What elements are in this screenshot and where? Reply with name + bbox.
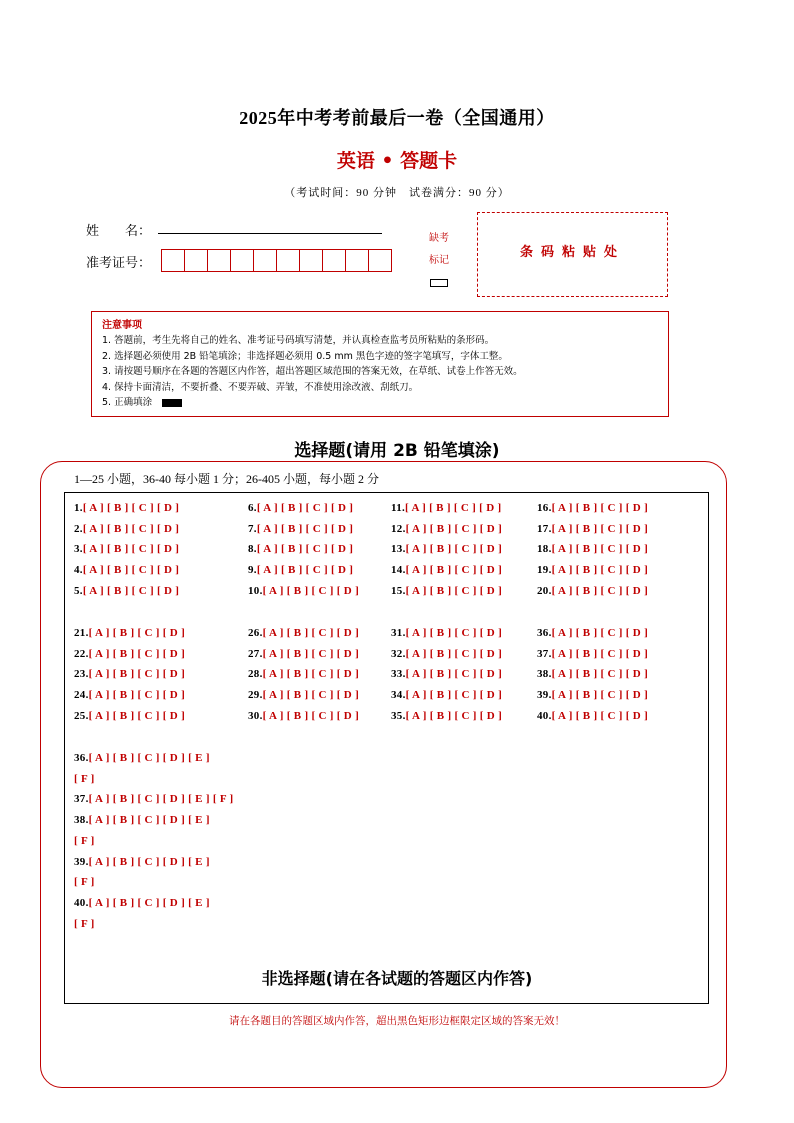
question-number: 38. xyxy=(74,814,89,827)
answer-options[interactable]: [ A ] [ B ] [ C ] [ D ] xyxy=(88,689,186,702)
question-number: 38. xyxy=(537,668,552,681)
absent-mark-box[interactable] xyxy=(430,279,448,287)
answer-options[interactable]: [ A ] [ B ] [ C ] [ D ] xyxy=(262,709,360,722)
answer-options[interactable]: [ A ] [ B ] [ C ] [ D ] xyxy=(262,668,360,681)
answer-options[interactable]: [ A ] [ B ] [ C ] [ D ] xyxy=(256,522,354,535)
id-digit-box[interactable] xyxy=(231,250,254,271)
question-number: 37. xyxy=(74,793,89,806)
id-label: 准考证号： xyxy=(86,256,152,271)
absent-label-line2: 标记 xyxy=(429,255,449,266)
question-number: 7. xyxy=(248,522,257,535)
question-row[interactable] xyxy=(74,585,179,597)
question-row[interactable] xyxy=(248,627,359,639)
question-row[interactable] xyxy=(74,627,185,639)
question-row[interactable] xyxy=(74,502,179,514)
answer-options[interactable]: [ A ] [ B ] [ C ] [ D ] xyxy=(262,647,360,660)
question-number: 14. xyxy=(391,564,406,577)
question-number: 28. xyxy=(248,668,263,681)
question-number: 30. xyxy=(248,709,263,722)
notice-item: 1. 答题前，考生先将自己的姓名、准考证号码填写清楚，并认真检查监考员所粘贴的条形码。 xyxy=(102,335,495,346)
question-row[interactable] xyxy=(248,564,353,576)
question-number: 20. xyxy=(537,584,552,597)
answer-options[interactable]: [ A ] [ B ] [ C ] [ D ] xyxy=(551,584,649,597)
answer-options[interactable]: [ A ] [ B ] [ C ] [ D ] xyxy=(405,522,503,535)
question-number: 3. xyxy=(74,543,83,556)
answer-area-warning: 请在各题目的答题区域内作答，超出黑色矩形边框限定区域的答案无效！ xyxy=(229,1015,565,1027)
question-row[interactable] xyxy=(537,523,648,535)
question-number: 37. xyxy=(537,647,552,660)
question-row[interactable] xyxy=(391,523,502,535)
question-number: 36. xyxy=(537,627,552,639)
question-number: 32. xyxy=(391,647,406,660)
answer-options[interactable]: [ A ] [ B ] [ C ] [ D ] xyxy=(262,627,360,639)
answer-options[interactable]: [ A ] [ B ] [ C ] [ D ] xyxy=(551,627,649,639)
answer-options[interactable]: [ A ] [ B ] [ C ] [ D ] xyxy=(88,709,186,722)
question-number: 15. xyxy=(391,584,406,597)
answer-options-wrap[interactable]: [ F ] xyxy=(74,834,95,847)
question-number: 27. xyxy=(248,647,263,660)
answer-options[interactable]: [ A ] [ B ] [ C ] [ D ] xyxy=(256,564,354,577)
answer-options-wrap[interactable]: [ F ] xyxy=(74,772,95,785)
question-row[interactable] xyxy=(74,668,185,680)
id-number-boxes[interactable] xyxy=(161,249,392,272)
score-instruction: 1—25 小题，36-40 每小题 1 分；26-405 小题，每小题 2 分 xyxy=(74,472,379,486)
answer-options[interactable]: [ A ] [ B ] [ C ] [ D ] xyxy=(82,543,180,556)
nonchoice-section-title: 非选择题(请在各试题的答题区内作答) xyxy=(261,969,533,988)
question-row[interactable] xyxy=(248,585,359,597)
answer-options[interactable]: [ A ] [ B ] [ C ] [ D ] xyxy=(82,564,180,577)
page-subtitle: 英语 • 答题卡 xyxy=(336,150,458,172)
name-field[interactable] xyxy=(158,233,382,234)
id-digit-box[interactable] xyxy=(323,250,346,271)
answer-options[interactable]: [ A ] [ B ] [ C ] [ D ] xyxy=(256,502,354,514)
question-number: 11. xyxy=(391,502,406,514)
question-number: 2. xyxy=(74,522,83,535)
question-number: 23. xyxy=(74,668,89,681)
barcode-area xyxy=(477,212,668,297)
notice-item: 2. 选择题必须使用 2B 铅笔填涂；非选择题必须用 0.5 mm 黑色字迹的签字笔填写，字体工整。 xyxy=(102,350,508,362)
question-row[interactable] xyxy=(248,502,353,514)
question-row-extended[interactable] xyxy=(74,897,210,909)
answer-options[interactable]: [ A ] [ B ] [ C ] [ D ] xyxy=(551,564,649,577)
id-digit-box[interactable] xyxy=(277,250,300,271)
question-number: 21. xyxy=(74,627,89,639)
answer-options[interactable]: [ A ] [ B ] [ C ] [ D ] xyxy=(551,689,649,702)
answer-options[interactable]: [ A ] [ B ] [ C ] [ D ] [ E ] [ F ] xyxy=(88,793,234,806)
question-row[interactable] xyxy=(537,689,648,701)
question-row[interactable] xyxy=(537,585,648,597)
answer-options[interactable]: [ A ] [ B ] [ C ] [ D ] [ E ] xyxy=(88,814,210,827)
filled-mark-sample xyxy=(162,399,182,407)
question-row[interactable] xyxy=(537,627,648,639)
answer-options[interactable]: [ A ] [ B ] [ C ] [ D ] [ E ] xyxy=(88,752,210,764)
question-number: 35. xyxy=(391,709,406,722)
question-number: 36. xyxy=(74,752,89,764)
question-row[interactable] xyxy=(391,648,502,660)
question-row[interactable] xyxy=(74,648,185,660)
answer-options[interactable]: [ A ] [ B ] [ C ] [ D ] xyxy=(405,502,502,514)
answer-options[interactable]: [ A ] [ B ] [ C ] [ D ] xyxy=(405,689,503,702)
answer-options[interactable]: [ A ] [ B ] [ C ] [ D ] xyxy=(551,502,649,514)
answer-options[interactable]: [ A ] [ B ] [ C ] [ D ] xyxy=(405,543,503,556)
answer-options[interactable]: [ A ] [ B ] [ C ] [ D ] xyxy=(88,668,186,681)
id-digit-box[interactable] xyxy=(369,250,391,271)
barcode-label: 条码粘贴处 xyxy=(519,245,625,260)
notice-item: 3. 请按题号顺序在各题的答题区内作答，超出答题区域范围的答案无效，在草纸、试卷上作答无效。 xyxy=(102,366,523,377)
question-row-extended[interactable] xyxy=(74,793,233,805)
question-row[interactable] xyxy=(391,564,502,576)
answer-options[interactable]: [ A ] [ B ] [ C ] [ D ] xyxy=(405,584,503,597)
id-digit-box[interactable] xyxy=(185,250,208,271)
answer-options[interactable]: [ A ] [ B ] [ C ] [ D ] xyxy=(551,709,649,722)
question-row[interactable] xyxy=(537,710,648,722)
id-digit-box[interactable] xyxy=(162,250,185,271)
answer-options[interactable]: [ A ] [ B ] [ C ] [ D ] xyxy=(82,584,180,597)
answer-options[interactable]: [ A ] [ B ] [ C ] [ D ] [ E ] xyxy=(88,896,210,909)
question-row[interactable] xyxy=(74,543,179,555)
question-number: 17. xyxy=(537,522,552,535)
choice-section-title: 选择题(请用 2B 铅笔填涂) xyxy=(294,441,500,461)
question-row[interactable] xyxy=(391,710,502,722)
question-number: 24. xyxy=(74,689,89,702)
question-number: 39. xyxy=(537,689,552,702)
question-number: 13. xyxy=(391,543,406,556)
question-row[interactable] xyxy=(248,543,353,555)
page-title: 2025年中考考前最后一卷（全国通用） xyxy=(239,108,555,128)
id-digit-box[interactable] xyxy=(300,250,323,271)
answer-options[interactable]: [ A ] [ B ] [ C ] [ D ] xyxy=(88,627,186,639)
question-number: 1. xyxy=(74,502,83,514)
question-row-extended[interactable] xyxy=(74,814,210,826)
answer-options-wrap[interactable]: [ F ] xyxy=(74,876,95,889)
name-label: 姓 名： xyxy=(86,224,152,239)
question-number: 40. xyxy=(74,896,89,909)
id-digit-box[interactable] xyxy=(208,250,231,271)
question-row-extended[interactable] xyxy=(74,856,210,868)
question-number: 10. xyxy=(248,584,263,597)
question-number: 18. xyxy=(537,543,552,556)
question-row[interactable] xyxy=(537,668,648,680)
question-number: 6. xyxy=(248,502,257,514)
answer-options[interactable]: [ A ] [ B ] [ C ] [ D ] xyxy=(405,627,503,639)
answer-options[interactable]: [ A ] [ B ] [ C ] [ D ] xyxy=(405,668,503,681)
answer-options-wrap[interactable]: [ F ] xyxy=(74,917,95,930)
answer-options[interactable]: [ A ] [ B ] [ C ] [ D ] xyxy=(405,564,503,577)
question-number: 8. xyxy=(248,543,257,556)
question-number: 31. xyxy=(391,627,406,639)
question-number: 39. xyxy=(74,855,89,868)
notice-item: 4. 保持卡面清洁，不要折叠、不要弄破、弄皱，不准使用涂改液、刮纸刀。 xyxy=(102,381,419,393)
answer-options[interactable]: [ A ] [ B ] [ C ] [ D ] [ E ] xyxy=(88,855,210,868)
question-number: 16. xyxy=(537,502,552,514)
question-row[interactable] xyxy=(391,668,502,680)
question-number: 12. xyxy=(391,522,406,535)
exam-info: （考试时间：90 分钟 试卷满分：90 分） xyxy=(284,187,510,199)
notice-box xyxy=(91,311,669,417)
question-row[interactable] xyxy=(248,689,359,701)
question-row-extended[interactable] xyxy=(74,752,210,764)
question-row[interactable] xyxy=(537,648,648,660)
question-row[interactable] xyxy=(391,627,502,639)
notice-item-text: 5. 正确填涂 xyxy=(102,397,153,408)
id-digit-box[interactable] xyxy=(346,250,369,271)
question-row[interactable] xyxy=(248,710,359,722)
answer-options[interactable]: [ A ] [ B ] [ C ] [ D ] xyxy=(88,647,186,660)
question-number: 4. xyxy=(74,564,83,577)
question-row[interactable] xyxy=(74,564,179,576)
notice-title: 注意事项 xyxy=(102,320,142,331)
question-number: 26. xyxy=(248,627,263,639)
question-number: 40. xyxy=(537,709,552,722)
answer-options[interactable]: [ A ] [ B ] [ C ] [ D ] xyxy=(262,689,360,702)
question-row[interactable] xyxy=(391,543,502,555)
question-row[interactable] xyxy=(537,564,648,576)
question-row[interactable] xyxy=(537,502,648,514)
question-row[interactable] xyxy=(391,585,502,597)
answer-options[interactable]: [ A ] [ B ] [ C ] [ D ] xyxy=(262,584,360,597)
question-row[interactable] xyxy=(391,502,501,514)
question-number: 9. xyxy=(248,564,257,577)
question-row[interactable] xyxy=(248,668,359,680)
answer-options[interactable]: [ A ] [ B ] [ C ] [ D ] xyxy=(82,502,180,514)
question-row[interactable] xyxy=(74,689,185,701)
answer-options[interactable]: [ A ] [ B ] [ C ] [ D ] xyxy=(405,647,503,660)
answer-options[interactable]: [ A ] [ B ] [ C ] [ D ] xyxy=(256,543,354,556)
question-row[interactable] xyxy=(537,543,648,555)
answer-options[interactable]: [ A ] [ B ] [ C ] [ D ] xyxy=(82,522,180,535)
answer-options[interactable]: [ A ] [ B ] [ C ] [ D ] xyxy=(405,709,503,722)
question-number: 22. xyxy=(74,647,89,660)
absent-mark-label xyxy=(424,228,454,272)
question-number: 5. xyxy=(74,584,83,597)
question-number: 34. xyxy=(391,689,406,702)
answer-options[interactable]: [ A ] [ B ] [ C ] [ D ] xyxy=(551,522,649,535)
question-row[interactable] xyxy=(74,523,179,535)
question-number: 19. xyxy=(537,564,552,577)
notice-item-fill-sample xyxy=(102,395,658,411)
question-number: 33. xyxy=(391,668,406,681)
question-number: 25. xyxy=(74,709,89,722)
answer-options[interactable]: [ A ] [ B ] [ C ] [ D ] xyxy=(551,543,649,556)
id-digit-box[interactable] xyxy=(254,250,277,271)
absent-label-line1: 缺考 xyxy=(429,233,449,244)
question-row[interactable] xyxy=(248,523,353,535)
answer-options[interactable]: [ A ] [ B ] [ C ] [ D ] xyxy=(551,668,649,681)
question-row[interactable] xyxy=(248,648,359,660)
question-row[interactable] xyxy=(391,689,502,701)
answer-options[interactable]: [ A ] [ B ] [ C ] [ D ] xyxy=(551,647,649,660)
question-row[interactable] xyxy=(74,710,185,722)
question-number: 29. xyxy=(248,689,263,702)
